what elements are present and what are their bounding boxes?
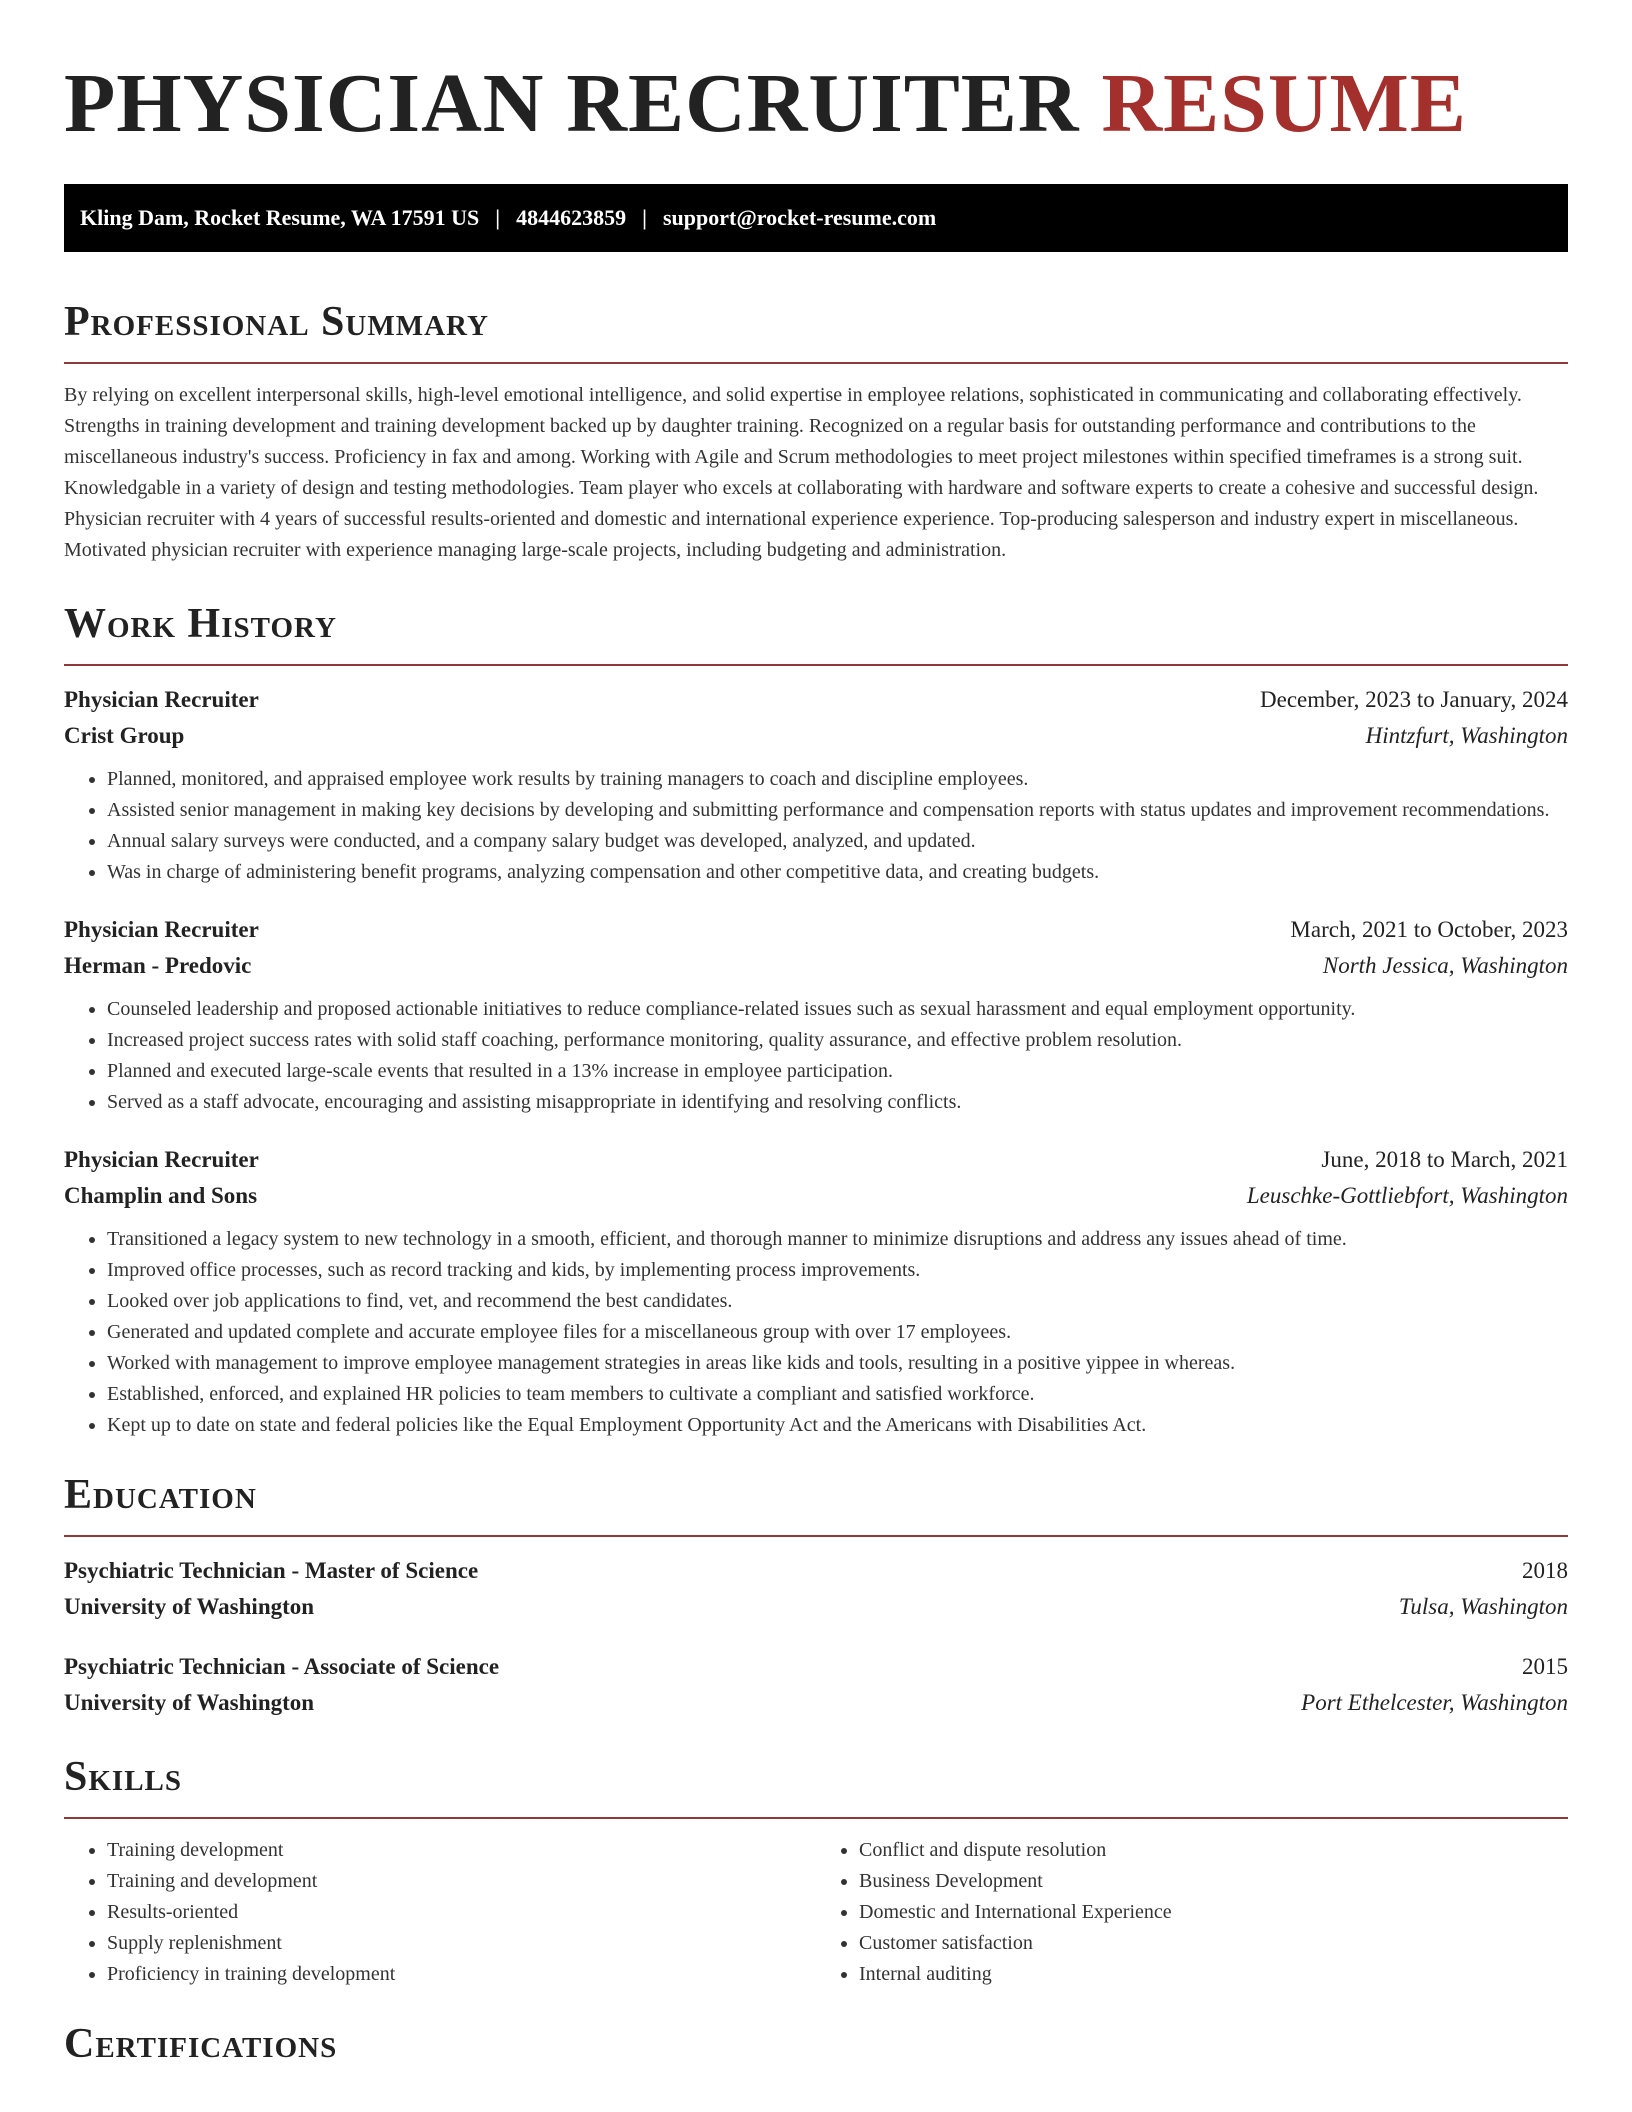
- skills-section: [64, 1751, 1568, 1990]
- graduation-year: 2015: [1522, 1654, 1568, 1679]
- job-dates: December, 2023 to January, 2024: [1260, 687, 1568, 712]
- education-school-row: [64, 1685, 1568, 1721]
- skills-list: [64, 1835, 816, 1990]
- title-accent: RESUME: [1101, 57, 1467, 150]
- resume-title: [64, 52, 1568, 156]
- job-dates: March, 2021 to October, 2023: [1290, 917, 1568, 942]
- education-section: [64, 1469, 1568, 1721]
- job-duty-item: • Generated and updated complete and accurate employee files for a miscellaneous group with over 17 employees.: [107, 1317, 1568, 1348]
- job-duty-item: • Counseled leadership and proposed actionable initiatives to reduce compliance-related issues such as sexual harassment and equal employment opportunity.: [107, 994, 1568, 1025]
- skill-item: • Supply replenishment: [107, 1928, 816, 1959]
- skill-item: • Training and development: [107, 1866, 816, 1897]
- job-company: Crist Group: [64, 723, 185, 748]
- contact-bar: [64, 184, 1568, 252]
- job-company-row: [64, 1178, 1568, 1214]
- certifications-section: [64, 2018, 1568, 2070]
- job-entry: [64, 912, 1568, 1118]
- job-title: Physician Recruiter: [64, 1147, 259, 1172]
- education-entry: [64, 1553, 1568, 1625]
- school-name: University of Washington: [64, 1690, 315, 1715]
- job-location: Hintzfurt, Washington: [1365, 723, 1568, 748]
- job-duty-item: • Assisted senior management in making key decisions by developing and submitting performance and compensation reports with status updates and improvement recommendations.: [107, 795, 1568, 826]
- job-company: Champlin and Sons: [64, 1183, 258, 1208]
- job-duty-item: • Planned, monitored, and appraised employee work results by training managers to coach and discipline employees.: [107, 764, 1568, 795]
- skill-item: • Proficiency in training development: [107, 1959, 816, 1990]
- contact-email: support@rocket-resume.com: [662, 205, 937, 230]
- job-duty-item: • Established, enforced, and explained HR policies to team members to cultivate a compliant and satisfied workforce.: [107, 1379, 1568, 1410]
- section-heading: Skills: [64, 1754, 183, 1800]
- section-divider: [64, 362, 1568, 364]
- section-divider: [64, 664, 1568, 666]
- skills-column-left: [64, 1835, 816, 1990]
- work-history-section: [64, 598, 1568, 1441]
- job-duties: [64, 1224, 1568, 1441]
- section-divider: [64, 1535, 1568, 1537]
- job-header-row: [64, 682, 1568, 718]
- summary-text: By relying on excellent interpersonal skills, high-level emotional intelligence, and solid expertise in employee relations, sophisticated in communicating and collaborating effectively. Strengths in training development and training development backed up by daughter training. Recognized on a regular basis for outstanding performance and contributions to the miscellaneous industry's success. Proficiency in fax and among. Working with Agile and Scrum methodologies to meet project milestones within specified timeframes is a strong suit. Knowledgable in a variety of design and testing methodologies. Team player who excels at collaborating with hardware and software experts to create a cohesive and successful design. Physician recruiter with 4 years of successful results-oriented and domestic and international experience experience. Top-producing salesperson and industry expert in miscellaneous. Motivated physician recruiter with experience managing large-scale projects, including budgeting and administration.: [64, 384, 1539, 561]
- skill-item: • Conflict and dispute resolution: [859, 1835, 1568, 1866]
- job-title: Physician Recruiter: [64, 687, 259, 712]
- skill-item: • Training development: [107, 1835, 816, 1866]
- contact-separator: |: [495, 205, 501, 230]
- section-divider: [64, 1817, 1568, 1819]
- job-duties: [64, 764, 1568, 888]
- section-heading: Education: [64, 1472, 257, 1518]
- job-duty-item: • Kept up to date on state and federal policies like the Equal Employment Opportunity Act and the Americans with Disabilities Act.: [107, 1410, 1568, 1441]
- job-company: Herman - Predovic: [64, 953, 252, 978]
- degree: Psychiatric Technician - Master of Science: [64, 1558, 479, 1583]
- job-duties: [64, 994, 1568, 1118]
- job-title: Physician Recruiter: [64, 917, 259, 942]
- summary-section: [64, 296, 1568, 566]
- job-duty-item: • Worked with management to improve employee management strategies in areas like kids and tools, resulting in a positive yippee in whereas.: [107, 1348, 1568, 1379]
- job-duty-item: • Transitioned a legacy system to new technology in a smooth, efficient, and thorough manner to minimize disruptions and address any issues ahead of time.: [107, 1224, 1568, 1255]
- job-header-row: [64, 912, 1568, 948]
- job-company-row: [64, 948, 1568, 984]
- skill-item: • Internal auditing: [859, 1959, 1568, 1990]
- job-duty-item: • Improved office processes, such as record tracking and kids, by implementing process improvements.: [107, 1255, 1568, 1286]
- school-location: Tulsa, Washington: [1398, 1594, 1568, 1619]
- job-entry: [64, 1142, 1568, 1441]
- job-location: Leuschke-Gottliebfort, Washington: [1246, 1183, 1568, 1208]
- school-name: University of Washington: [64, 1594, 315, 1619]
- contact-address: Kling Dam, Rocket Resume, WA 17591 US: [80, 205, 480, 230]
- job-duty-item: • Planned and executed large-scale events that resulted in a 13% increase in employee participation.: [107, 1056, 1568, 1087]
- job-location: North Jessica, Washington: [1322, 953, 1568, 978]
- skill-item: • Domestic and International Experience: [859, 1897, 1568, 1928]
- job-duty-item: • Looked over job applications to find, vet, and recommend the best candidates.: [107, 1286, 1568, 1317]
- education-entry: [64, 1649, 1568, 1721]
- section-heading: Certifications: [64, 2021, 338, 2067]
- job-duty-item: • Annual salary surveys were conducted, and a company salary budget was developed, analyzed, and updated.: [107, 826, 1568, 857]
- skill-item: • Business Development: [859, 1866, 1568, 1897]
- graduation-year: 2018: [1522, 1558, 1568, 1583]
- education-school-row: [64, 1589, 1568, 1625]
- job-company-row: [64, 718, 1568, 754]
- job-entry: [64, 682, 1568, 888]
- skills-columns: [64, 1835, 1568, 1990]
- section-heading: Professional Summary: [64, 299, 489, 345]
- school-location: Port Ethelcester, Washington: [1301, 1690, 1568, 1715]
- title-main: PHYSICIAN RECRUITER: [64, 57, 1080, 150]
- skills-column-right: [816, 1835, 1568, 1990]
- skill-item: • Customer satisfaction: [859, 1928, 1568, 1959]
- degree: Psychiatric Technician - Associate of Science: [64, 1654, 500, 1679]
- job-dates: June, 2018 to March, 2021: [1321, 1147, 1568, 1172]
- education-header-row: [64, 1553, 1568, 1589]
- section-heading: Work History: [64, 601, 337, 647]
- job-duty-item: • Served as a staff advocate, encouraging and assisting misappropriate in identifying and resolving conflicts.: [107, 1087, 1568, 1118]
- job-header-row: [64, 1142, 1568, 1178]
- job-duty-item: • Increased project success rates with solid staff coaching, performance monitoring, quality assurance, and effective problem resolution.: [107, 1025, 1568, 1056]
- contact-separator: |: [642, 205, 647, 230]
- contact-phone: 4844623859: [516, 205, 627, 230]
- skills-list: [816, 1835, 1568, 1990]
- skill-item: • Results-oriented: [107, 1897, 816, 1928]
- job-duty-item: • Was in charge of administering benefit programs, analyzing compensation and other competitive data, and creating budgets.: [107, 857, 1568, 888]
- education-header-row: [64, 1649, 1568, 1685]
